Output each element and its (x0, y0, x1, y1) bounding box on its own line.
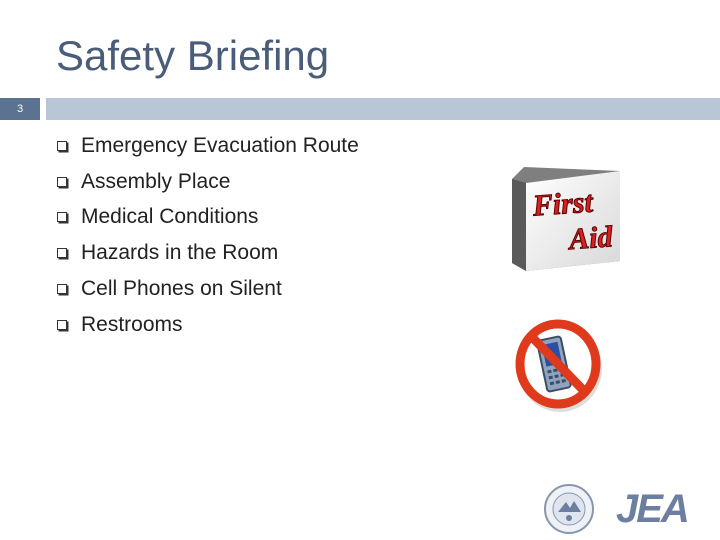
square-bullet-icon (57, 248, 67, 258)
svg-text:Aid: Aid (568, 220, 614, 257)
bullet-item (56, 200, 359, 236)
bullet-item (56, 128, 359, 164)
bullet-item (56, 271, 359, 307)
bullet-text: Medical Conditions (81, 205, 259, 229)
bullet-text: Restrooms (81, 312, 183, 336)
bullet-text: Cell Phones on Silent (81, 277, 282, 301)
first-aid-sign-icon (512, 167, 620, 271)
bullet-text: Assembly Place (81, 169, 231, 193)
title-underline-bar (46, 98, 720, 120)
square-bullet-icon (57, 177, 67, 187)
bullet-text: Emergency Evacuation Route (81, 133, 359, 157)
circular-seal-logo (544, 484, 594, 534)
square-bullet-icon (57, 284, 67, 294)
bullet-list (56, 128, 359, 343)
slide-number: 3 (0, 98, 40, 120)
bullet-text: Hazards in the Room (81, 241, 279, 265)
no-cell-phone-icon (514, 316, 604, 414)
square-bullet-icon (57, 212, 67, 222)
bullet-item (56, 307, 359, 343)
bullet-item (56, 235, 359, 271)
square-bullet-icon (57, 141, 67, 151)
svg-text:First: First (531, 185, 594, 223)
square-bullet-icon (57, 320, 67, 330)
jea-logo: JEA (616, 487, 688, 531)
slide-title: Safety Briefing (56, 32, 330, 79)
bullet-item (56, 164, 359, 200)
